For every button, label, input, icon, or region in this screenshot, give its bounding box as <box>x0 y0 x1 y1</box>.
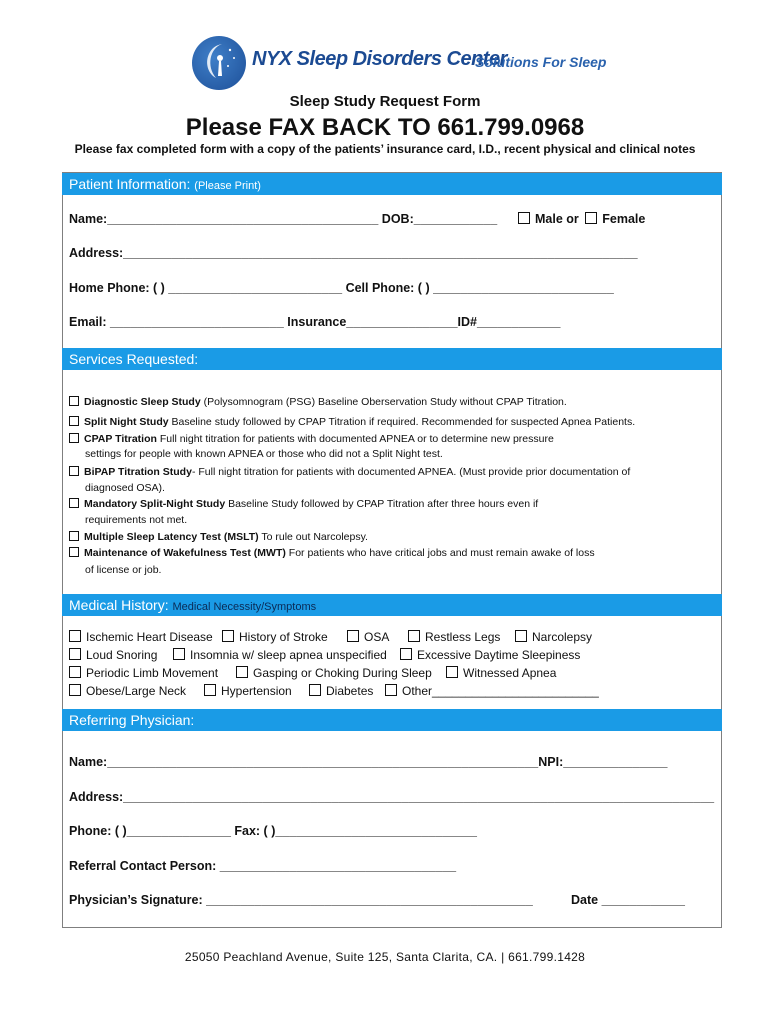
physician-phone-fax-field[interactable]: Phone: ( )_______________ Fax: ( )_____________________________ <box>69 824 477 838</box>
service-checkbox[interactable] <box>69 396 79 406</box>
service-mwt-continuation: of license or job. <box>85 564 162 576</box>
logo <box>192 36 607 92</box>
female-checkbox[interactable] <box>585 212 597 224</box>
service-bipap-continuation: diagnosed OSA). <box>85 482 165 494</box>
service-checkbox[interactable] <box>69 433 79 443</box>
patient-address-field[interactable]: Address:__________________________________________________________________________ <box>69 246 638 260</box>
physician-signature-field[interactable]: Physician’s Signature: _______________________________________________ <box>69 893 533 907</box>
patient-name-dob-field[interactable]: Name:_______________________________________ DOB:____________ <box>69 212 498 226</box>
medical-checkbox[interactable] <box>309 684 321 696</box>
fax-number-title: Please FAX BACK TO 661.799.0968 <box>185 114 585 141</box>
medical-item: Narcolepsy <box>515 630 592 644</box>
medical-checkbox[interactable] <box>347 630 359 642</box>
logo-name: NYX Sleep Disorders Center <box>252 48 507 70</box>
medical-item: Diabetes <box>309 684 373 698</box>
medical-item: Hypertension <box>204 684 292 698</box>
services-title: Services Requested: <box>69 351 199 367</box>
medical-checkbox[interactable] <box>173 648 185 660</box>
service-checkbox[interactable] <box>69 416 79 426</box>
medical-item: Ischemic Heart Disease <box>69 630 213 644</box>
patient-info-title: Patient Information: <box>69 176 191 192</box>
service-item-mandatory-split: Mandatory Split-Night Study Baseline Study followed by CPAP Titration after three hours even if <box>69 498 538 511</box>
patient-phone-field[interactable]: Home Phone: ( ) _________________________ Cell Phone: ( ) __________________________ <box>69 281 614 295</box>
medical-item: Loud Snoring <box>69 648 157 662</box>
instructions: Please fax completed form with a copy of the patients’ insurance card, I.D., recent physical and clinical notes <box>74 142 696 156</box>
service-mandatory-continuation: requirements not met. <box>85 514 188 526</box>
service-checkbox[interactable] <box>69 498 79 508</box>
medical-item: Gasping or Choking During Sleep <box>236 666 432 680</box>
medical-item: Other_________________________ <box>385 684 599 698</box>
medical-item: Witnessed Apnea <box>446 666 556 680</box>
medical-checkbox[interactable] <box>204 684 216 696</box>
male-label: Male or <box>535 212 579 226</box>
medical-checkbox[interactable] <box>385 684 397 696</box>
services-header <box>62 348 722 370</box>
service-item-cpap: CPAP Titration Full night titration for patients with documented APNEA or to determine new pressure <box>69 433 554 446</box>
medical-checkbox[interactable] <box>69 684 81 696</box>
medical-item: Periodic Limb Movement <box>69 666 218 680</box>
gender-options <box>518 212 645 226</box>
referral-contact-field[interactable]: Referral Contact Person: __________________________________ <box>69 859 457 873</box>
service-checkbox[interactable] <box>69 466 79 476</box>
service-item-diagnostic: Diagnostic Sleep Study (Polysomnogram (PSG) Baseline Oberservation Study without CPAP Titration. <box>69 396 567 409</box>
patient-email-insurance-field[interactable]: Email: _________________________ Insurance________________ID#____________ <box>69 315 561 329</box>
physician-header <box>62 709 722 731</box>
medical-checkbox[interactable] <box>446 666 458 678</box>
service-item-mwt: Maintenance of Wakefulness Test (MWT) For patients who have critical jobs and must remain awake of loss <box>69 547 595 560</box>
service-cpap-continuation: settings for people with known APNEA or those who did not a Split Night test. <box>85 448 443 460</box>
form-title: Sleep Study Request Form <box>289 93 481 110</box>
medical-checkbox[interactable] <box>69 648 81 660</box>
medical-checkbox[interactable] <box>222 630 234 642</box>
logo-tagline: Solutions For Sleep <box>475 54 607 70</box>
patient-info-subtitle: (Please Print) <box>194 180 261 192</box>
medical-checkbox[interactable] <box>236 666 248 678</box>
service-item-split-night: Split Night Study Baseline study followed by CPAP Titration if required. Recommended for suspected Apnea Patients. <box>69 416 635 429</box>
male-checkbox[interactable] <box>518 212 530 224</box>
medical-item: Obese/Large Neck <box>69 684 186 698</box>
service-checkbox[interactable] <box>69 531 79 541</box>
physician-name-npi-field[interactable]: Name:______________________________________________________________NPI:_______________ <box>69 755 668 769</box>
footer-address: 25050 Peachland Avenue, Suite 125, Santa Clarita, CA. | 661.799.1428 <box>184 950 586 964</box>
medical-checkbox[interactable] <box>400 648 412 660</box>
medical-item: OSA <box>347 630 389 644</box>
medical-history-title: Medical History: <box>69 597 169 613</box>
physician-title: Referring Physician: <box>69 712 195 728</box>
female-label: Female <box>602 212 646 226</box>
medical-item: Excessive Daytime Sleepiness <box>400 648 580 662</box>
medical-checkbox[interactable] <box>408 630 420 642</box>
date-field[interactable]: Date ____________ <box>571 893 685 907</box>
physician-address-field[interactable]: Address:_____________________________________________________________________________________ <box>69 790 715 804</box>
medical-checkbox[interactable] <box>69 630 81 642</box>
medical-checkbox[interactable] <box>69 666 81 678</box>
patient-info-header <box>62 173 722 195</box>
service-item-bipap: BiPAP Titration Study- Full night titration for patients with documented APNEA. (Must provide prior documentation of <box>69 466 630 479</box>
service-item-mslt: Multiple Sleep Latency Test (MSLT) To rule out Narcolepsy. <box>69 531 368 544</box>
medical-item: Restless Legs <box>408 630 500 644</box>
logo-moon-icon <box>192 36 246 90</box>
medical-history-subtitle: Medical Necessity/Symptoms <box>172 601 317 613</box>
service-checkbox[interactable] <box>69 547 79 557</box>
medical-history-header <box>62 594 722 616</box>
medical-item: Insomnia w/ sleep apnea unspecified <box>173 648 387 662</box>
medical-checkbox[interactable] <box>515 630 527 642</box>
medical-item: History of Stroke <box>222 630 328 644</box>
